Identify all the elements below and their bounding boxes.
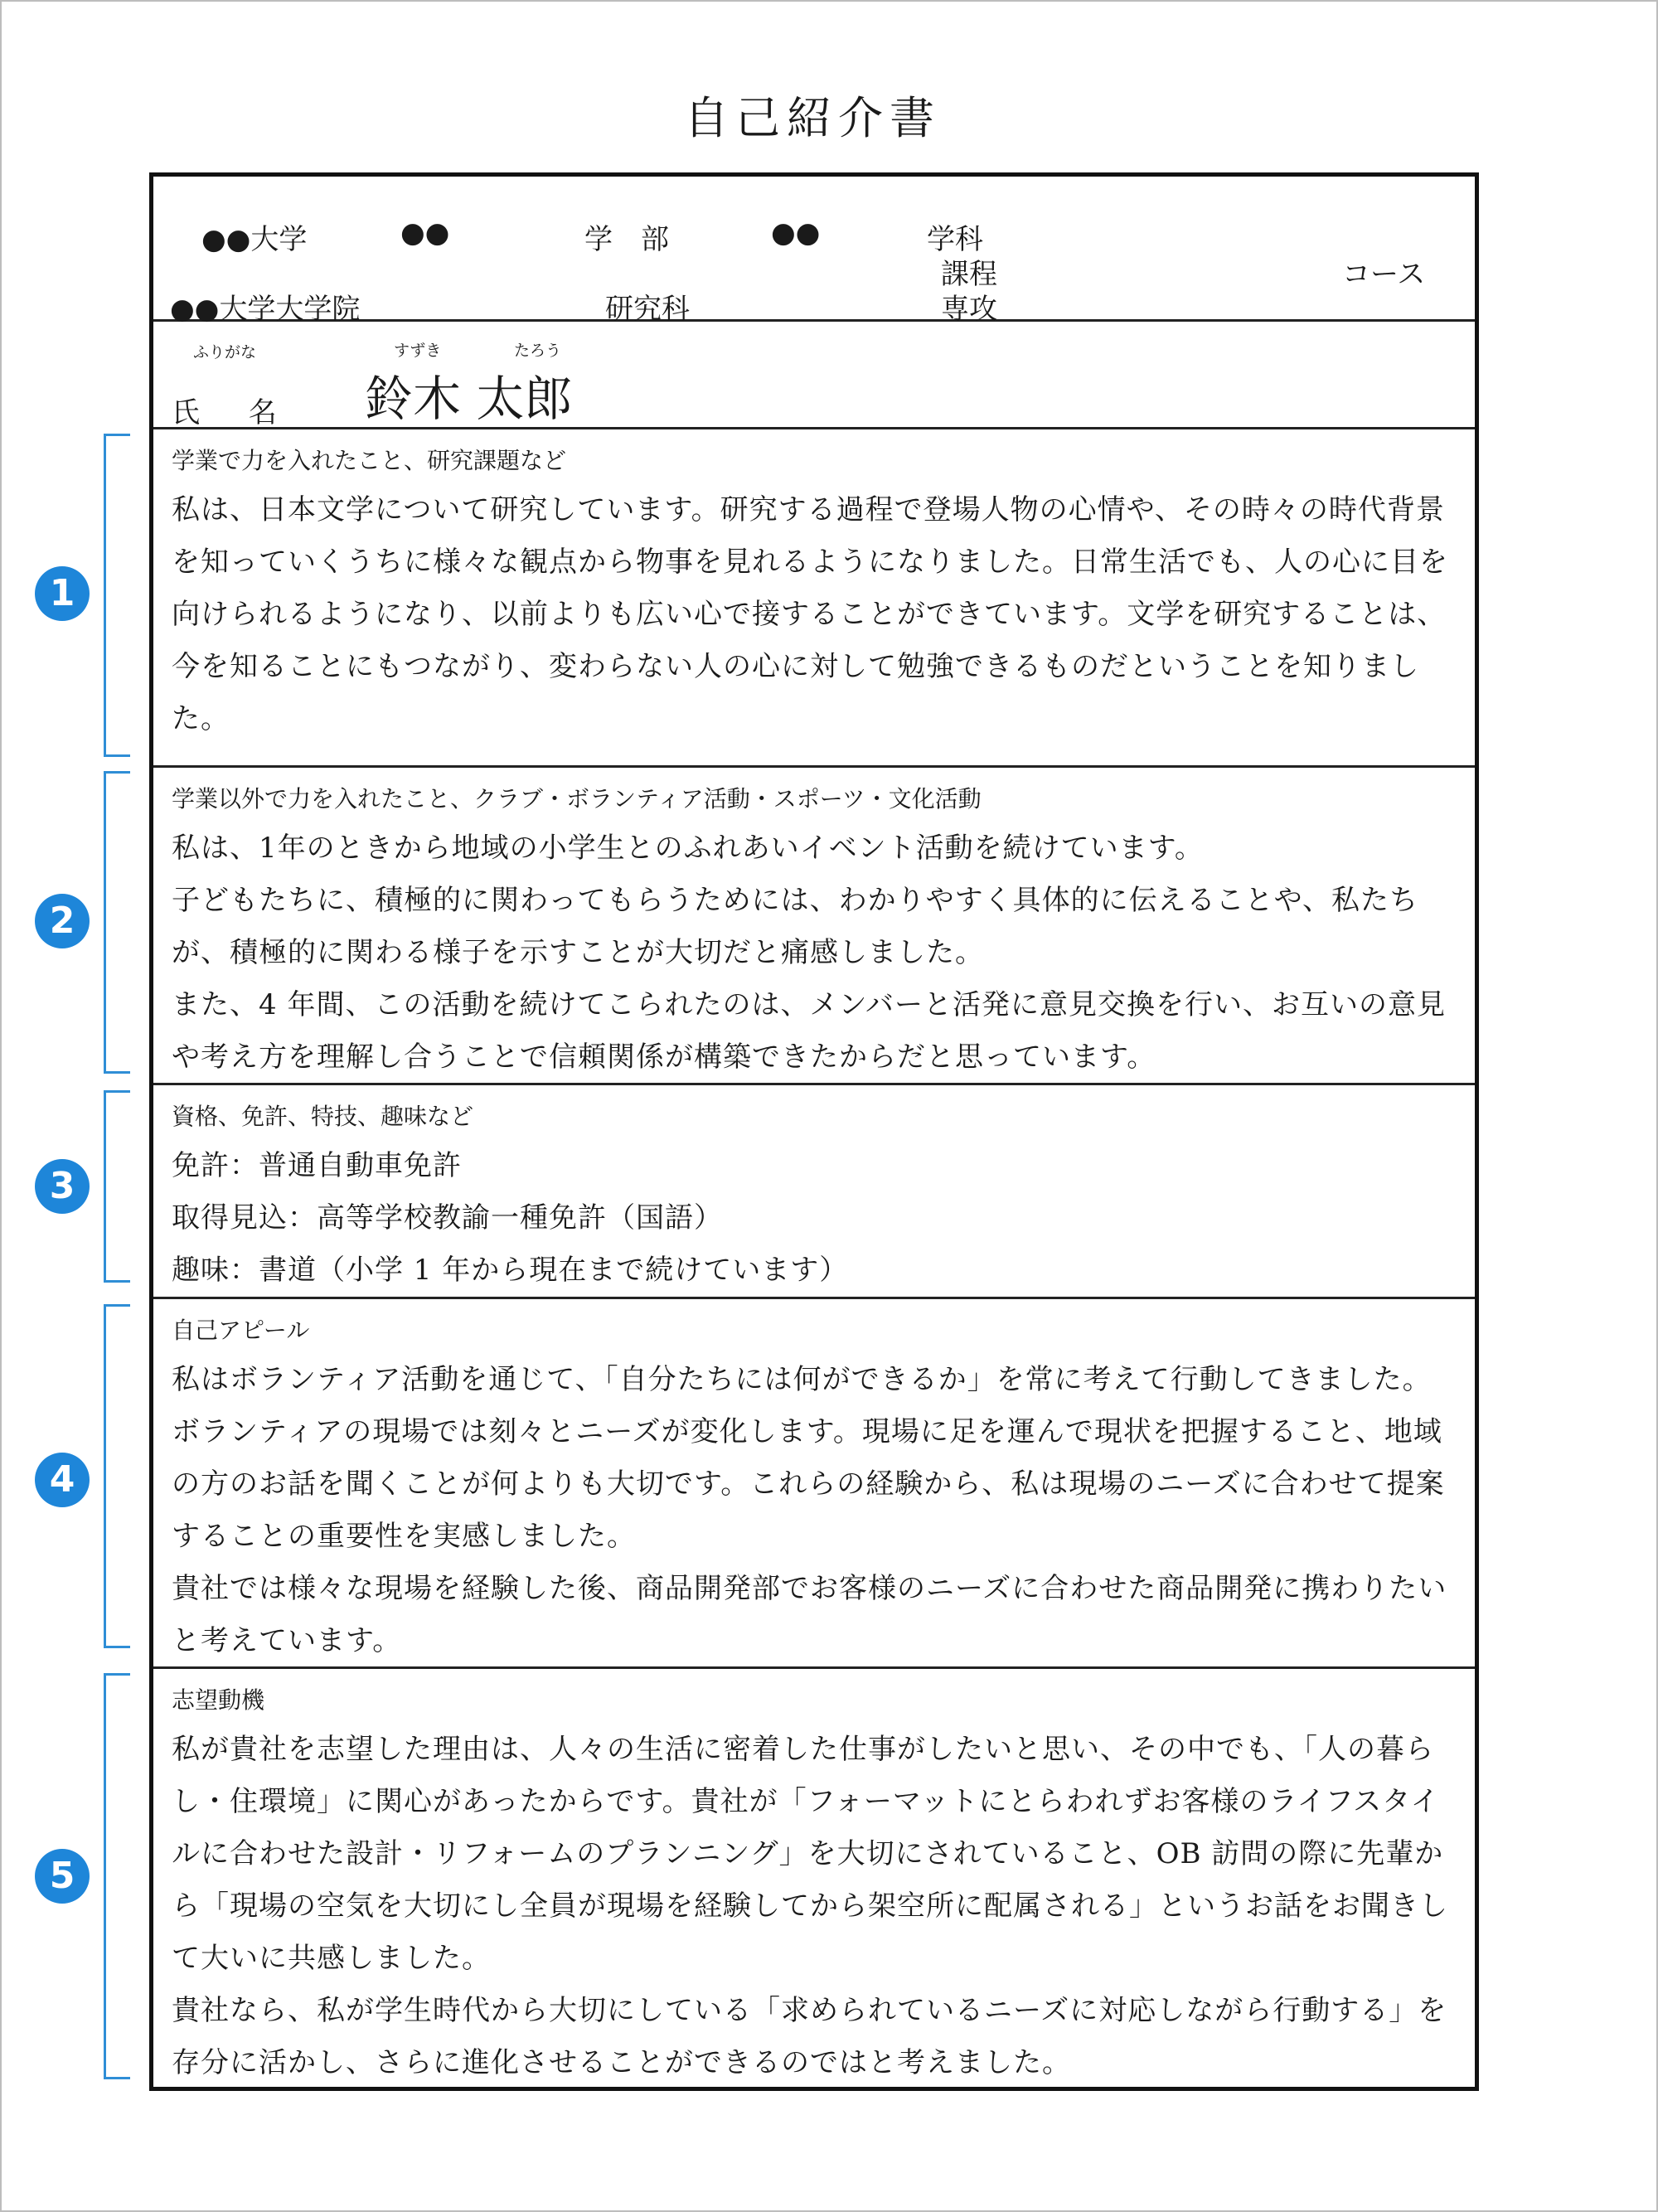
research-dept-label: 研究科 xyxy=(605,293,690,326)
section-3-bracket xyxy=(104,1090,130,1283)
paragraph: 貴社では様々な現場を経験した後、商品開発部でお客様のニーズに合わせた商品開発に携わりたいと考えています。 xyxy=(172,1572,1447,1657)
paragraph: 取得見込：高等学校教諭一種免許（国語） xyxy=(172,1201,723,1235)
university-field: ●●大学 xyxy=(201,223,308,256)
section-body xyxy=(172,1354,1458,1667)
name-row xyxy=(153,322,1475,429)
course-label: コース xyxy=(1342,258,1426,291)
section-self-pr xyxy=(153,1299,1475,1669)
name-value: 鈴木 太郎 xyxy=(365,371,573,427)
section-label: 自己アピール xyxy=(172,1317,310,1344)
paragraph: 私はボランティア活動を通じて、「自分たちには何ができるか」を常に考えて行動してきました。ボランティアの現場では刻々とニーズが変化します。現場に足を運んで現状を把握すること、地域の方のお話を聞くことが何よりも大切です。これらの経験から、私は現場のニーズに合わせて提案することの重要性を実感しました。 xyxy=(172,1363,1445,1553)
major-label: 専攻 xyxy=(941,293,997,326)
grad-school-field: ●●大学大学院 xyxy=(170,293,361,326)
paragraph: 私が貴社を志望した理由は、人々の生活に密着した仕事がしたいと思い、その中でも、「人の暮らし・住環境」に関心があったからです。貴社が「フォーマットにとらわれずお客様のライフスタイルに合わせた設計・リフォームのプランニング」を大切にされていること、OB 訪問の際に先輩から「現場の空気を大切にし全員が現場を経験してから架空所に配属される」というお話をお聞きして大いに共感しました。 xyxy=(172,1733,1448,1975)
paragraph: 私は、1年のときから地域の小学生とのふれあいイベント活動を続けています。 xyxy=(172,832,1204,865)
section-4-bracket xyxy=(104,1304,130,1648)
paragraph: 子どもたちに、積極的に関わってもらうためには、わかりやすく具体的に伝えることや、私たちが、積極的に関わる様子を示すことが大切だと痛感しました。 xyxy=(172,884,1418,969)
section-body xyxy=(172,822,1458,1084)
section-label: 資格、免許、特技、趣味など xyxy=(172,1103,474,1130)
section-1-number-badge: 1 xyxy=(35,566,90,621)
furigana-sei: すずき xyxy=(394,342,442,360)
department-label: 学科 xyxy=(927,223,983,256)
furigana-mei: たろう xyxy=(514,342,562,360)
section-motivation xyxy=(153,1669,1475,2091)
program-label: 課程 xyxy=(941,258,997,291)
section-label: 学業で力を入れたこと、研究課題など xyxy=(172,447,567,474)
paragraph: 趣味：書道（小学 1 年から現在まで続けています） xyxy=(172,1254,849,1287)
paragraph: 免許：普通自動車免許 xyxy=(172,1149,462,1182)
furigana-label: ふりがな xyxy=(193,343,257,361)
department-mark: ●● xyxy=(771,216,821,250)
paragraph: 貴社なら、私が学生時代から大切にしている「求められているニーズに対応しながら行動する」を存分に活かし、さらに進化させることができるのではと考えました。 xyxy=(172,1994,1447,2079)
section-3-number-badge: 3 xyxy=(35,1159,90,1214)
section-1-bracket xyxy=(104,434,130,757)
section-label: 学業以外で力を入れたこと、クラブ・ボランティア活動・スポーツ・文化活動 xyxy=(172,785,982,813)
section-5-number-badge: 5 xyxy=(35,1849,90,1904)
self-introduction-form xyxy=(149,172,1479,2091)
section-4-number-badge: 4 xyxy=(35,1453,90,1507)
section-2-number-badge: 2 xyxy=(35,894,90,948)
section-body xyxy=(172,484,1458,745)
paragraph: 私は、日本文学について研究しています。研究する過程で登場人物の心情や、その時々の時代背景を知っていくうちに様々な観点から物事を見れるようになりました。日常生活でも、人の心に目を向けられるようになり、以前よりも広い心で接することができています。文学を研究することは、今を知ることにもつながり、変わらない人の心に対して勉強できるものだということを知りました。 xyxy=(172,493,1448,735)
section-body xyxy=(172,1140,1458,1297)
section-academic xyxy=(153,429,1475,768)
document-title: 自己紹介書 xyxy=(684,92,941,144)
section-body xyxy=(172,1724,1458,2089)
faculty-label: 学 部 xyxy=(584,223,669,256)
paragraph: また、4 年間、この活動を続けてこられたのは、メンバーと活発に意見交換を行い、お互いの意見や考え方を理解し合うことで信頼関係が構築できたからだと思っています。 xyxy=(172,988,1447,1074)
section-extracurricular xyxy=(153,768,1475,1085)
affiliation-row xyxy=(153,177,1475,326)
section-qualifications xyxy=(153,1085,1475,1299)
name-label: 氏 名 xyxy=(172,396,297,429)
section-2-bracket xyxy=(104,771,130,1074)
section-label: 志望動機 xyxy=(172,1686,265,1714)
faculty-mark: ●● xyxy=(400,216,450,250)
section-5-bracket xyxy=(104,1673,130,2079)
